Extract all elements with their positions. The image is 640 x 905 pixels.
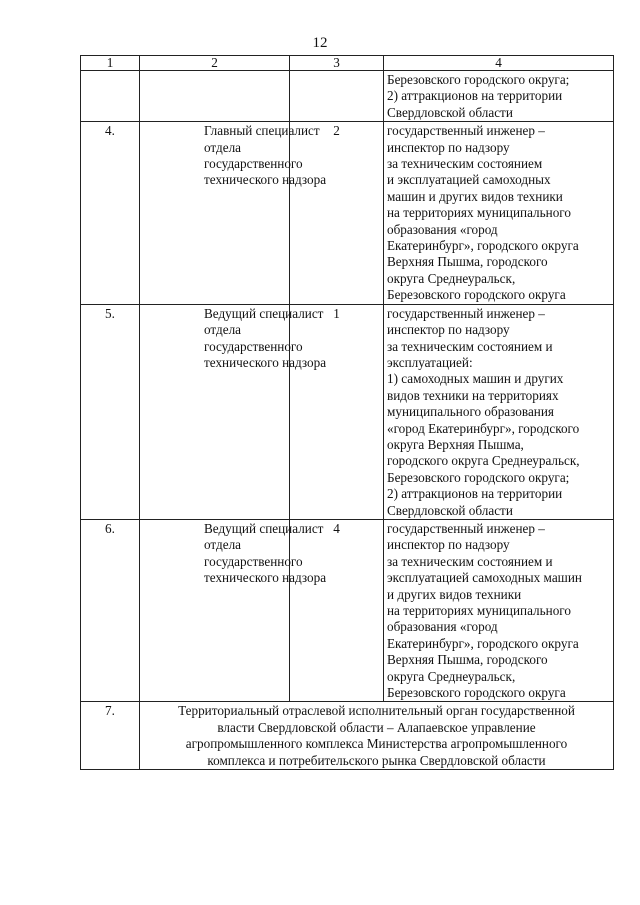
position-line: отдела <box>204 139 242 155</box>
header-cell: 3 <box>290 56 384 71</box>
header-cell: 4 <box>384 56 614 71</box>
position-line: технического надзора <box>204 570 327 586</box>
position-cell <box>140 122 327 304</box>
staff-count: 4 <box>290 519 384 701</box>
duties-line: Березовского городского округа <box>387 685 566 701</box>
header-cell: 1 <box>81 56 140 71</box>
duties-line: государственный инженер – <box>387 520 545 536</box>
duties-line: «город Екатеринбург», городского <box>387 420 580 436</box>
organization-name <box>140 702 614 770</box>
duties-cell <box>384 71 614 122</box>
header-cell: 2 <box>140 56 290 71</box>
duties-line: и эксплуатацией самоходных <box>387 172 551 188</box>
row-number <box>81 71 140 122</box>
table-row <box>81 122 614 304</box>
position-line: Главный специалист <box>204 123 320 139</box>
row-number: 4. <box>81 122 140 304</box>
organization-line: комплекса и потребительского рынка Свердловской области <box>207 752 546 768</box>
duties-line: на территориях муниципального <box>387 205 571 221</box>
duties-line: Верхняя Пышма, городского <box>387 254 548 270</box>
row-number: 7. <box>81 702 140 770</box>
duties-line: Свердловской области <box>387 502 513 518</box>
duties-line: округа Среднеуральск, <box>387 668 516 684</box>
position-cell <box>140 71 290 122</box>
duties-line: эксплуатацией: <box>387 354 473 370</box>
organization-line: власти Свердловской области – Алапаевское управление <box>217 719 536 735</box>
duties-line: за техническим состоянием и <box>387 338 553 354</box>
duties-line: образования «город <box>387 221 498 237</box>
duties-line: видов техники на территориях <box>387 387 559 403</box>
position-cell <box>140 519 327 701</box>
duties-line: Березовского городского округа; <box>387 469 570 485</box>
organization-line: агропромышленного комплекса Министерства агропромышленного <box>185 736 568 752</box>
row-number: 5. <box>81 304 140 519</box>
duties-line: за техническим состоянием <box>387 156 543 172</box>
position-cell <box>140 304 327 519</box>
duties-line: Екатеринбург», городского округа <box>387 238 579 254</box>
duties-line: инспектор по надзору <box>387 537 510 553</box>
duties-line: эксплуатацией самоходных машин <box>387 570 582 586</box>
duties-line: городского округа Среднеуральск, <box>387 453 580 469</box>
duties-line: Березовского городского округа; <box>387 72 570 87</box>
table-row <box>81 519 614 701</box>
position-line: отдела <box>204 322 242 338</box>
position-line: технического надзора <box>204 172 327 188</box>
row-number: 6. <box>81 519 140 701</box>
duties-line: Березовского городского округа <box>387 287 566 303</box>
staff-count: 2 <box>290 122 384 304</box>
duties-line: за техническим состоянием и <box>387 553 553 569</box>
position-line: отдела <box>204 537 242 553</box>
duties-line: округа Верхняя Пышма, <box>387 436 524 452</box>
duties-line: образования «город <box>387 619 498 635</box>
duties-cell <box>384 304 614 519</box>
position-line: Ведущий специалист <box>204 305 324 321</box>
duties-cell <box>384 122 614 304</box>
duties-line: машин и других видов техники <box>387 188 563 204</box>
table-row <box>81 304 614 519</box>
position-line: технического надзора <box>204 354 327 370</box>
duties-line: 1) самоходных машин и других <box>387 371 564 387</box>
duties-line: на территориях муниципального <box>387 603 571 618</box>
duties-line: Свердловской области <box>387 104 513 120</box>
position-line: государственного <box>204 553 303 569</box>
duties-line: инспектор по надзору <box>387 139 510 155</box>
duties-line: округа Среднеуральск, <box>387 270 516 286</box>
duties-line: государственный инженер – <box>387 123 545 139</box>
table-row <box>81 71 614 122</box>
duties-line: Верхняя Пышма, городского <box>387 652 548 668</box>
duties-line: 2) аттракционов на территории <box>387 486 563 502</box>
duties-cell <box>384 519 614 701</box>
duties-line: муниципального образования <box>387 404 554 420</box>
duties-line: 2) аттракционов на территории <box>387 88 563 104</box>
duties-line: государственный инженер – <box>387 305 545 321</box>
position-line: государственного <box>204 338 303 354</box>
duties-line: и других видов техники <box>387 586 522 602</box>
staff-count: 1 <box>290 304 384 519</box>
duties-line: инспектор по надзору <box>387 322 510 338</box>
staff-table <box>80 55 614 770</box>
duties-line: Екатеринбург», городского округа <box>387 635 579 651</box>
position-line: Ведущий специалист <box>204 520 324 536</box>
page-number: 12 <box>312 35 328 51</box>
table-header-row <box>81 56 614 71</box>
staff-count <box>290 71 384 122</box>
position-line: государственного <box>204 156 303 172</box>
organization-row <box>81 702 614 770</box>
organization-line: Территориальный отраслевой исполнительный орган государственной <box>178 703 575 719</box>
